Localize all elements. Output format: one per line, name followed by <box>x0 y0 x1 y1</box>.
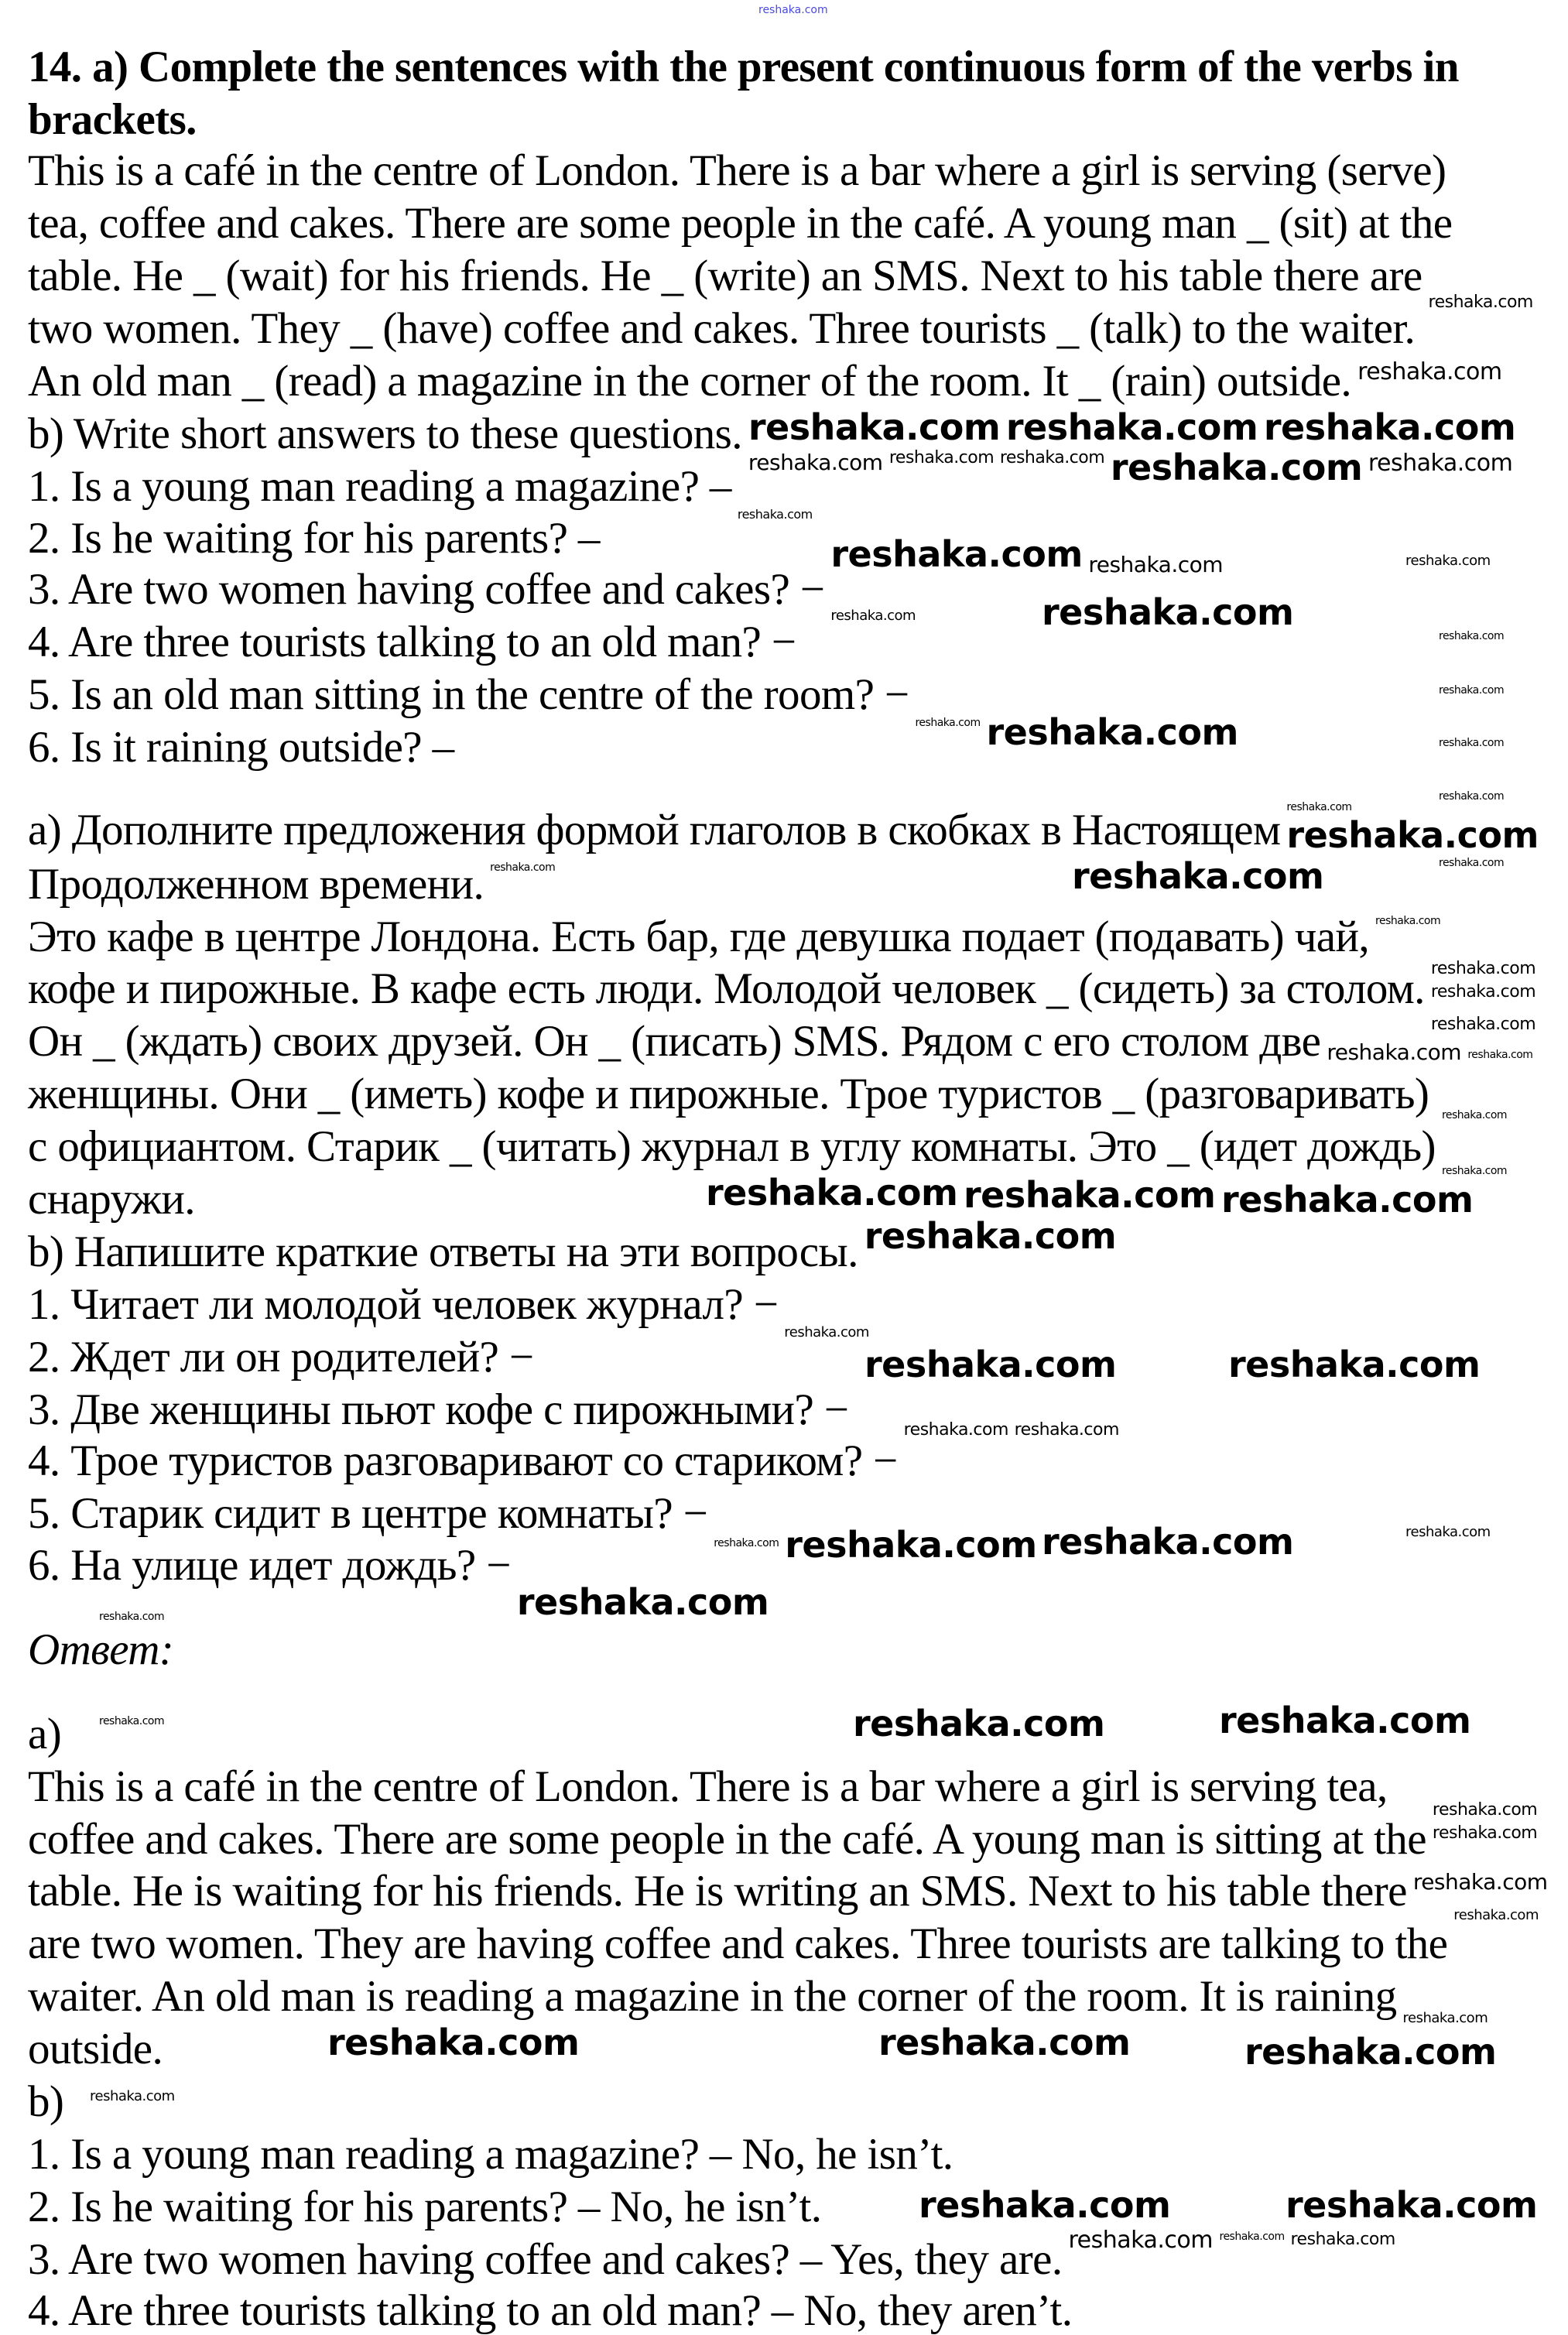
watermark: reshaka.com <box>1286 814 1539 856</box>
watermark: reshaka.com <box>853 1703 1105 1744</box>
watermark: reshaka.com <box>1219 1700 1471 1741</box>
watermark: reshaka.com <box>1244 2031 1497 2073</box>
watermark: reshaka.com <box>90 2088 175 2104</box>
watermark: reshaka.com <box>706 1172 958 1214</box>
answer-line: waiter. An old man is reading a magazine in the corner of the room. It is raining <box>28 1972 1397 2021</box>
watermark: reshaka.com <box>1357 358 1502 385</box>
text-line: tea, coffee and cakes. There are some people in the café. A young man _ (sit) at the <box>28 199 1453 248</box>
exercise-title: 14. a) Complete the sentences with the present continuous form of the verbs in <box>28 43 1459 91</box>
section-heading: b) Напишите краткие ответы на эти вопросы. <box>28 1227 858 1276</box>
question: 4. Are three tourists talking to an old man? − <box>28 618 796 666</box>
watermark: reshaka.com <box>1042 1521 1294 1563</box>
watermark: reshaka.com <box>1219 2231 1285 2243</box>
watermark: reshaka.com <box>737 507 813 522</box>
text-line: This is a café in the centre of London. There is a bar where a girl is serving (serve) <box>28 146 1446 195</box>
watermark: reshaka.com <box>888 448 995 467</box>
watermark: reshaka.com <box>919 2184 1171 2226</box>
question: 1. Читает ли молодой человек журнал? − <box>28 1280 779 1329</box>
watermark: reshaka.com <box>1228 1344 1481 1385</box>
watermark: reshaka.com <box>1368 450 1513 477</box>
watermark: reshaka.com <box>1439 684 1505 697</box>
answer-line: are two women. They are having coffee and cakes. Three tourists are talking to the <box>28 1919 1448 1968</box>
watermark: reshaka.com <box>1263 406 1516 448</box>
answer-item: 4. Are three tourists talking to an old man? – No, they aren’t. <box>28 2286 1073 2335</box>
watermark: reshaka.com <box>99 1715 165 1727</box>
answer-line: This is a café in the centre of London. There is a bar where a girl is serving tea, <box>28 1762 1388 1811</box>
text-line: кофе и пирожные. В кафе есть люди. Молодой человек _ (сидеть) за столом. <box>28 964 1425 1013</box>
watermark: reshaka.com <box>830 533 1083 575</box>
watermark: reshaka.com <box>1441 1109 1508 1121</box>
watermark: reshaka.com <box>1428 293 1533 312</box>
watermark: reshaka.com <box>784 1324 869 1340</box>
watermark: reshaka.com <box>748 406 1001 448</box>
question: 3. Are two women having coffee and cakes? − <box>28 565 825 614</box>
question: 6. Is it raining outside? – <box>28 723 454 772</box>
watermark: reshaka.com <box>1290 2230 1395 2249</box>
answer-line: coffee and cakes. There are some people in the café. A young man is sitting at the <box>28 1815 1426 1864</box>
task-line: Продолженном времени. <box>28 860 484 909</box>
watermark: reshaka.com <box>1430 1015 1536 1034</box>
text-line: с официантом. Старик _ (читать) журнал в углу комнаты. Это _ (идет дождь) <box>28 1122 1436 1171</box>
text-line: table. He _ (wait) for his friends. He _ (write) an SMS. Next to his table there are <box>28 252 1422 300</box>
watermark: reshaka.com <box>99 1611 165 1623</box>
watermark: reshaka.com <box>915 717 981 729</box>
text-line: женщины. Они _ (иметь) кофе и пирожные. Трое туристов _ (разговаривать) <box>28 1070 1429 1118</box>
watermark: reshaka.com <box>1467 1049 1533 1061</box>
watermark: reshaka.com <box>1088 552 1224 577</box>
watermark: reshaka.com <box>1439 630 1505 642</box>
watermark: reshaka.com <box>986 711 1238 753</box>
answer-line: table. He is waiting for his friends. He is writing an SMS. Next to his table there <box>28 1867 1407 1916</box>
watermark: reshaka.com <box>1327 1039 1462 1065</box>
question: 5. Старик сидит в центре комнаты? − <box>28 1489 708 1538</box>
watermark: reshaka.com <box>1402 2010 1488 2026</box>
watermark: reshaka.com <box>1286 2184 1538 2226</box>
watermark: reshaka.com <box>490 861 556 874</box>
watermark: reshaka.com <box>1042 591 1294 633</box>
question: 2. Is he waiting for his parents? – <box>28 514 600 563</box>
watermark: reshaka.com <box>1430 959 1536 978</box>
exercise-title: brackets. <box>28 95 197 144</box>
question: 5. Is an old man sitting in the centre of the room? − <box>28 670 909 719</box>
watermark: reshaka.com <box>714 1537 779 1549</box>
watermark: reshaka.com <box>1014 1420 1119 1440</box>
text-line: two women. They _ (have) coffee and cakes. Three tourists _ (talk) to the waiter. <box>28 304 1416 353</box>
watermark: reshaka.com <box>999 448 1105 467</box>
answer-part-label: a) <box>28 1710 62 1758</box>
question: 2. Ждет ли он родителей? − <box>28 1333 534 1381</box>
watermark: reshaka.com <box>1432 1823 1538 1843</box>
watermark: reshaka.com <box>1430 982 1536 1001</box>
watermark: reshaka.com <box>1439 737 1505 749</box>
watermark: reshaka.com <box>830 608 916 624</box>
watermark: reshaka.com <box>864 1215 1117 1257</box>
watermark: reshaka.com <box>1286 801 1352 813</box>
watermark: reshaka.com <box>1412 1869 1548 1895</box>
watermark: reshaka.com <box>964 1174 1216 1216</box>
text-line: An old man _ (read) a magazine in the corner of the room. It _ (rain) outside. <box>28 357 1352 406</box>
watermark: reshaka.com <box>1005 406 1258 448</box>
answer-part-label: b) <box>28 2077 64 2126</box>
text-line: Это кафе в центре Лондона. Есть бар, где девушка подает (подавать) чай, <box>28 912 1370 961</box>
watermark: reshaka.com <box>785 1524 1037 1566</box>
answer-heading: Ответ: <box>28 1625 174 1674</box>
question: 1. Is a young man reading a magazine? – <box>28 462 731 511</box>
answer-item: 3. Are two women having coffee and cakes? – Yes, they are. <box>28 2235 1063 2284</box>
watermark: reshaka.com <box>1439 790 1505 803</box>
watermark: reshaka.com <box>327 2022 580 2063</box>
watermark: reshaka.com <box>516 1581 769 1623</box>
watermark: reshaka.com <box>1432 1800 1538 1820</box>
watermark: reshaka.com <box>1068 2227 1213 2254</box>
answer-line: outside. <box>28 2025 163 2073</box>
watermark: reshaka.com <box>864 1344 1117 1385</box>
answer-item: 1. Is a young man reading a magazine? – No, he isn’t. <box>28 2130 953 2179</box>
watermark: reshaka.com <box>1441 1165 1508 1177</box>
answer-item: 2. Is he waiting for his parents? – No, he isn’t. <box>28 2183 822 2231</box>
question: 6. На улице идет дождь? − <box>28 1541 511 1590</box>
watermark: reshaka.com <box>1072 855 1324 897</box>
watermark: reshaka.com <box>1439 857 1505 869</box>
watermark: reshaka.com <box>1110 447 1363 488</box>
question: 3. Две женщины пьют кофе с пирожными? − <box>28 1385 849 1434</box>
task-line: а) Дополните предложения формой глаголов в скобках в Настоящем <box>28 806 1281 854</box>
watermark: reshaka.com <box>903 1420 1008 1440</box>
text-line: снаружи. <box>28 1175 195 1224</box>
watermark: reshaka.com <box>1375 915 1441 927</box>
watermark: reshaka.com <box>1405 1524 1491 1540</box>
question: 4. Трое туристов разговаривают со стариком? − <box>28 1436 898 1485</box>
section-heading: b) Write short answers to these questions. <box>28 409 742 458</box>
watermark: reshaka.com <box>1405 553 1491 569</box>
watermark: reshaka.com <box>878 2022 1131 2063</box>
text-line: Он _ (ждать) своих друзей. Он _ (писать) SMS. Рядом с его столом две <box>28 1017 1321 1066</box>
header-watermark: reshaka.com <box>758 4 828 16</box>
watermark: reshaka.com <box>748 450 883 475</box>
watermark: reshaka.com <box>1221 1179 1474 1221</box>
watermark: reshaka.com <box>1453 1907 1539 1923</box>
